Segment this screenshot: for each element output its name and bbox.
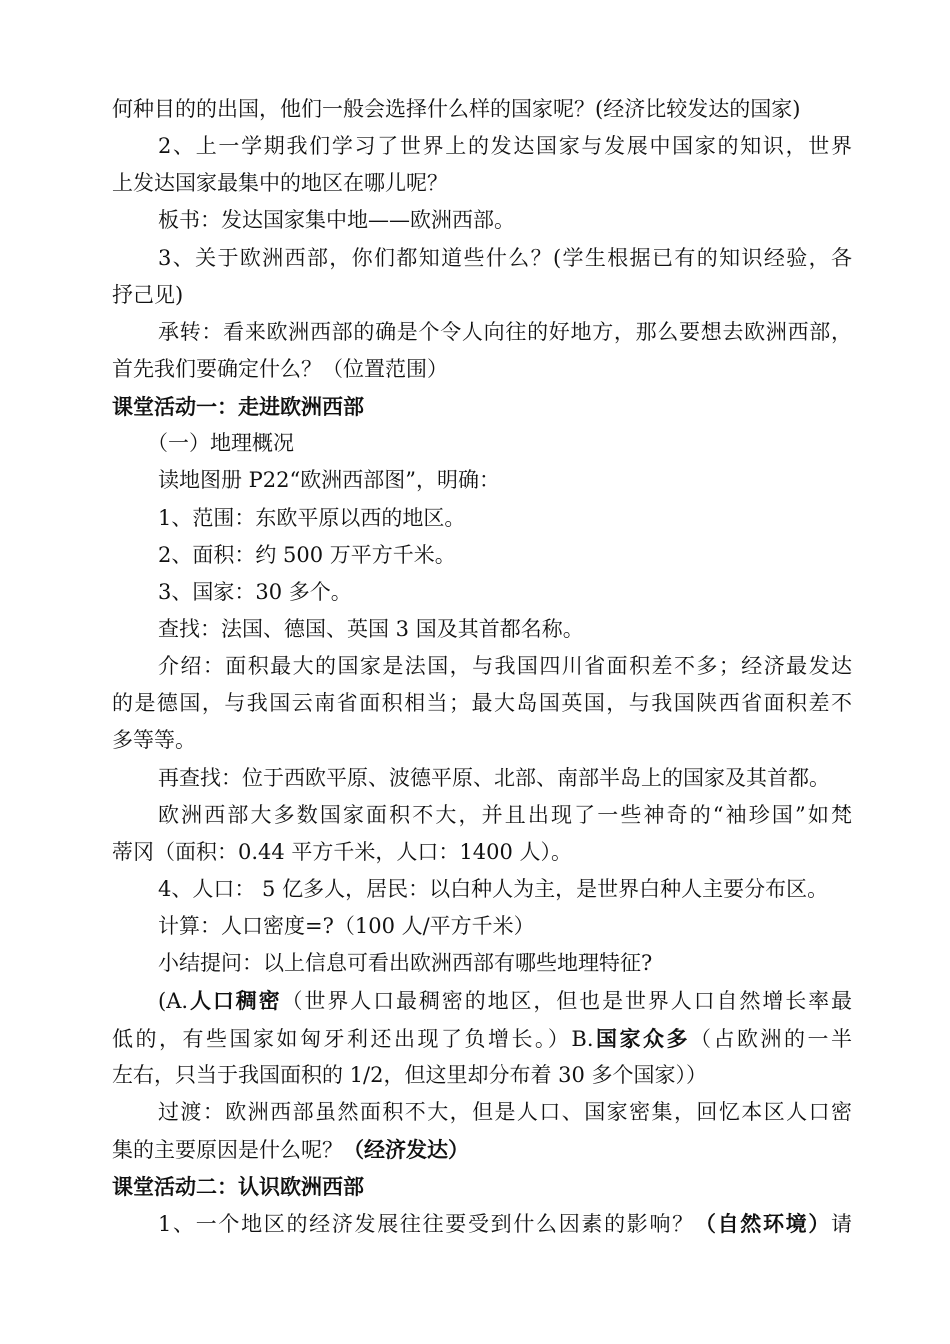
text-line: [0, 722, 950, 759]
text-line: [158, 797, 852, 834]
line-text: 4、人口： 5 亿多人，居民：以白种人为主，是世界白种人主要分布区。: [158, 877, 829, 901]
section-heading: [0, 388, 950, 425]
line-text: 承转：看来欧洲西部的确是个令人向往的好地方，那么要想去欧洲西部，: [158, 320, 852, 344]
line-text: 2、面积：约 500 万平方千米。: [158, 543, 456, 567]
line-text: 多等等。: [112, 728, 196, 752]
text-line: [0, 351, 950, 388]
text-line: [0, 871, 950, 908]
line-text: [112, 1138, 469, 1162]
line-text: [158, 989, 852, 1013]
line-text: [158, 1212, 852, 1236]
line-text: 2、上一学期我们学习了世界上的发达国家与发展中国家的知识，世界: [158, 134, 852, 158]
text-line: [0, 91, 950, 128]
text-line: [158, 648, 852, 685]
line-text: [112, 1027, 852, 1051]
line-text: 上发达国家最集中的地区在哪儿呢？: [112, 171, 448, 195]
text-line: [0, 945, 950, 982]
line-text: 何种目的的出国，他们一般会选择什么样的国家呢？(经济比较发达的国家): [112, 97, 801, 121]
inline-text: 世界人口最稠密的地区，但也是世界人口自然增长率最: [304, 989, 853, 1013]
text-line: [0, 1057, 950, 1094]
line-text: 蒂冈（面积：0.44 平方千米，人口：1400 人）。: [112, 840, 573, 864]
heading-text: 课堂活动一：走进欧洲西部: [112, 394, 364, 419]
key-term: （自然环境）: [694, 1211, 832, 1236]
text-line: [0, 500, 950, 537]
line-text: 抒己见): [112, 283, 184, 307]
text-line: [158, 1205, 852, 1242]
text-line: [0, 834, 950, 871]
heading-text: 课堂活动二：认识欧洲西部: [112, 1174, 364, 1199]
line-text: 3、关于欧洲西部，你们都知道些什么？(学生根据已有的知识经验，各: [158, 246, 852, 270]
line-text: 介绍：面积最大的国家是法国，与我国四川省面积差不多；经济最发达: [158, 654, 852, 678]
line-text: 欧洲西部大多数国家面积不大，并且出现了一些神奇的“袖珍国”如梵: [158, 803, 852, 827]
line-text: 小结提问：以上信息可看出欧洲西部有哪些地理特征?: [158, 951, 653, 975]
key-term: （经济发达）: [343, 1137, 469, 1162]
line-text: 计算：人口密度=?（100 人/平方千米）: [158, 914, 535, 938]
inline-text: 请: [831, 1212, 853, 1236]
inline-text: 低的，有些国家如匈牙利还出现了负增长。）B.: [112, 1027, 594, 1051]
text-line: [0, 908, 950, 945]
text-line: [158, 1094, 852, 1131]
text-line: [0, 202, 950, 239]
line-text: 板书：发达国家集中地——欧洲西部。: [158, 208, 515, 232]
inline-text: 集的主要原因是什么呢？: [112, 1138, 343, 1162]
line-text: 再查找：位于西欧平原、波德平原、北部、南部半岛上的国家及其首都。: [158, 766, 830, 790]
subheading: [0, 425, 950, 462]
item-prefix: (A.: [158, 989, 189, 1013]
line-text: 3、国家：30 多个。: [158, 580, 352, 604]
text-line: [158, 240, 852, 277]
text-line: [112, 1020, 852, 1057]
line-text: 1、范围：东欧平原以西的地区。: [158, 506, 466, 530]
text-line: [0, 1131, 950, 1168]
text-line: [0, 277, 950, 314]
line-text: 读地图册 P22“欧洲西部图”，明确：: [158, 468, 500, 492]
line-text: 过渡：欧洲西部虽然面积不大，但是人口、国家密集，回忆本区人口密: [158, 1100, 852, 1124]
text-line: [0, 165, 950, 202]
line-text: （一）地理概况: [147, 431, 294, 455]
line-text: 首先我们要确定什么？（位置范围）: [112, 357, 448, 381]
text-line: [0, 574, 950, 611]
line-text: 查找：法国、德国、英国 3 国及其首都名称。: [158, 617, 584, 641]
text-line: [0, 537, 950, 574]
text-line: [158, 982, 852, 1019]
inline-text: （占欧洲的一半: [690, 1027, 853, 1051]
paren: （: [281, 989, 305, 1013]
key-term: 人口稠密: [188, 988, 282, 1013]
text-line: [158, 128, 852, 165]
text-line: [0, 760, 950, 797]
text-line: [112, 685, 852, 722]
line-text: 左右，只当于我国面积的 1/2，但这里却分布着 30 多个国家））: [112, 1063, 708, 1087]
text-line: [158, 314, 852, 351]
inline-text: 1、一个地区的经济发展往往要受到什么因素的影响？: [158, 1212, 695, 1236]
line-text: 的是德国，与我国云南省面积相当；最大岛国英国，与我国陕西省面积差不: [112, 691, 852, 715]
text-line: [0, 462, 950, 499]
text-line: [0, 611, 950, 648]
key-term: 国家众多: [593, 1026, 691, 1051]
section-heading: [0, 1168, 950, 1205]
